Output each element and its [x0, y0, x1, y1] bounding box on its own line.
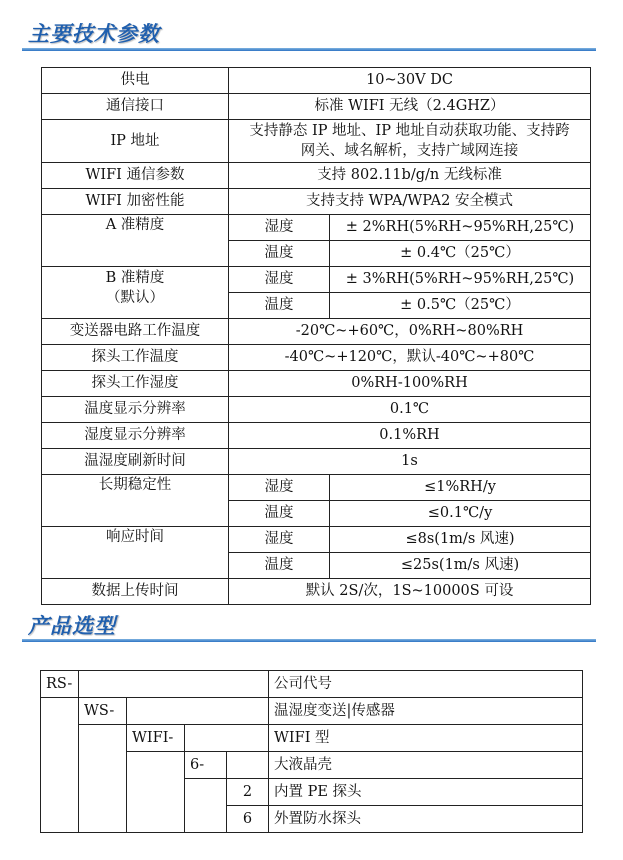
table-row [42, 267, 591, 293]
model-desc: 温湿度变送|传感器 [269, 698, 583, 725]
sub-label: 湿度 [229, 267, 330, 293]
spec-label: 温湿度刷新时间 [42, 449, 229, 475]
model-desc: 内置 PE 探头 [269, 779, 583, 806]
table-row [42, 449, 591, 475]
spec-value: -20℃~+60℃，0%RH~80%RH [229, 319, 591, 345]
table-row [41, 698, 583, 725]
table-row [42, 579, 591, 605]
spec-value: ≤0.1℃/y [330, 501, 591, 527]
model-desc: 公司代号 [269, 671, 583, 698]
spec-label: A 准精度 [42, 215, 229, 267]
spec-value: 标准 WIFI 无线（2.4GHZ） [229, 94, 591, 120]
model-title-underline [22, 639, 596, 642]
table-row [42, 527, 591, 553]
table-row [42, 319, 591, 345]
model-code: WIFI- [127, 725, 185, 752]
table-row [42, 120, 591, 163]
model-code: 2 [227, 779, 269, 806]
spec-value: ≤1%RH/y [330, 475, 591, 501]
model-desc: 外置防水探头 [269, 806, 583, 833]
model-selection-table [40, 670, 583, 833]
spec-label: 通信接口 [42, 94, 229, 120]
spec-value: -40℃~+120℃，默认-40℃~+80℃ [229, 345, 591, 371]
table-row [42, 215, 591, 241]
spec-label: 供电 [42, 68, 229, 94]
table-row [42, 423, 591, 449]
table-row [42, 163, 591, 189]
model-section-title: 产品选型 [28, 614, 116, 638]
table-row [41, 671, 583, 698]
sub-label: 温度 [229, 501, 330, 527]
spec-value: ± 3%RH(5%RH~95%RH,25℃) [330, 267, 591, 293]
sub-label: 温度 [229, 293, 330, 319]
model-code: 6- [185, 752, 227, 779]
sub-label: 湿度 [229, 527, 330, 553]
spec-label: 数据上传时间 [42, 579, 229, 605]
table-row [41, 725, 583, 752]
specs-table [41, 67, 591, 605]
specs-title-underline [22, 48, 596, 51]
specs-section-title: 主要技术参数 [28, 22, 160, 46]
sub-label: 温度 [229, 241, 330, 267]
spec-value: 默认 2S/次，1S~10000S 可设 [229, 579, 591, 605]
spec-value: ≤25s(1m/s 风速) [330, 553, 591, 579]
table-row [42, 475, 591, 501]
sub-label: 湿度 [229, 475, 330, 501]
spec-label: 湿度显示分辨率 [42, 423, 229, 449]
spec-value: 0%RH-100%RH [229, 371, 591, 397]
spec-label: 变送器电路工作温度 [42, 319, 229, 345]
spec-label-line: B 准精度 [105, 270, 165, 286]
spec-label: WIFI 加密性能 [42, 189, 229, 215]
table-row [42, 371, 591, 397]
spec-label: 响应时间 [42, 527, 229, 579]
model-code: RS- [41, 671, 79, 698]
spec-label: 探头工作温度 [42, 345, 229, 371]
sub-label: 温度 [229, 553, 330, 579]
model-code: 6 [227, 806, 269, 833]
table-row [42, 397, 591, 423]
sub-label: 湿度 [229, 215, 330, 241]
spec-label: 探头工作湿度 [42, 371, 229, 397]
spec-label-line: （默认） [106, 290, 164, 306]
table-row [42, 189, 591, 215]
spec-label: 长期稳定性 [42, 475, 229, 527]
table-row [42, 345, 591, 371]
model-desc: 大液晶壳 [269, 752, 583, 779]
spec-value: ± 0.4℃（25℃） [330, 241, 591, 267]
spec-value: 0.1%RH [229, 423, 591, 449]
spec-value: ≤8s(1m/s 风速) [330, 527, 591, 553]
spec-label: IP 地址 [42, 120, 229, 163]
spec-label: WIFI 通信参数 [42, 163, 229, 189]
spec-label: 温度显示分辨率 [42, 397, 229, 423]
spec-value [229, 120, 591, 163]
spec-label [42, 267, 229, 319]
model-desc: WIFI 型 [269, 725, 583, 752]
spec-value: 1s [229, 449, 591, 475]
spec-value: ± 0.5℃（25℃） [330, 293, 591, 319]
table-row [42, 68, 591, 94]
table-row [42, 94, 591, 120]
spec-value: 10~30V DC [229, 68, 591, 94]
spec-value: ± 2%RH(5%RH~95%RH,25℃) [330, 215, 591, 241]
spec-value: 0.1℃ [229, 397, 591, 423]
spec-value: 支持 802.11b/g/n 无线标准 [229, 163, 591, 189]
spec-value: 支持支持 WPA/WPA2 安全模式 [229, 189, 591, 215]
spec-value-line: 网关、域名解析，支持广域网连接 [300, 143, 519, 159]
spec-value-line: 支持静态 IP 地址、IP 地址自动获取功能、支持跨 [249, 123, 570, 139]
model-code: WS- [79, 698, 127, 725]
